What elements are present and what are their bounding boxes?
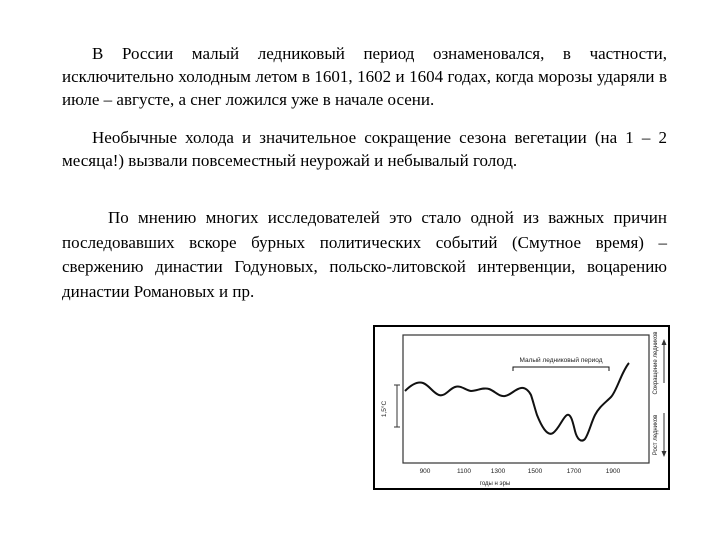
paragraph-little-ice-age-russia: В России малый ледниковый период ознаменовался, в частности, исключительно холодным летом в 1601, 1602 и 1604 годах, когда морозы ударяли в июле – августе, а снег ложился уже в начале осени. bbox=[62, 44, 667, 109]
label-glacier-retreat: Сокращение ледников bbox=[653, 331, 659, 395]
x-tick-label: 1300 bbox=[490, 468, 506, 475]
glacier-figure bbox=[373, 325, 670, 490]
temperature-curve bbox=[405, 363, 629, 441]
ice-age-annotation: Малый ледниковый период bbox=[519, 357, 603, 364]
plot-frame bbox=[403, 335, 649, 463]
y-marker-label: 1,5°C bbox=[381, 400, 388, 418]
x-tick-label: 1900 bbox=[605, 468, 621, 475]
x-tick-label: 1100 bbox=[457, 468, 471, 475]
glacier-figure-svg bbox=[375, 327, 672, 492]
x-axis-label: годы н эры bbox=[479, 481, 511, 487]
x-tick-label: 1500 bbox=[527, 468, 543, 475]
ice-age-bracket bbox=[513, 367, 609, 371]
arrow-down-icon bbox=[662, 451, 667, 457]
paragraph-famine: Необычные холода и значительное сокращение сезона вегетации (на 1 – 2 месяца!) вызвали повсеместный неурожай и небывалый голод. bbox=[62, 128, 667, 170]
label-glacier-growth: Рост ледников bbox=[653, 414, 659, 456]
paragraph-time-of-troubles: По мнению многих исследователей это стало одной из важных причин последовавших вскоре бурных политических событий (Смутное время) – свержению династии Годуновых, польско-литовской интервенции, воцарению династии Романовых и пр. bbox=[62, 208, 667, 301]
x-tick-label: 900 bbox=[419, 468, 431, 475]
right-labels bbox=[653, 332, 667, 457]
arrow-up-icon bbox=[662, 339, 667, 345]
x-tick-label: 1700 bbox=[566, 468, 582, 475]
